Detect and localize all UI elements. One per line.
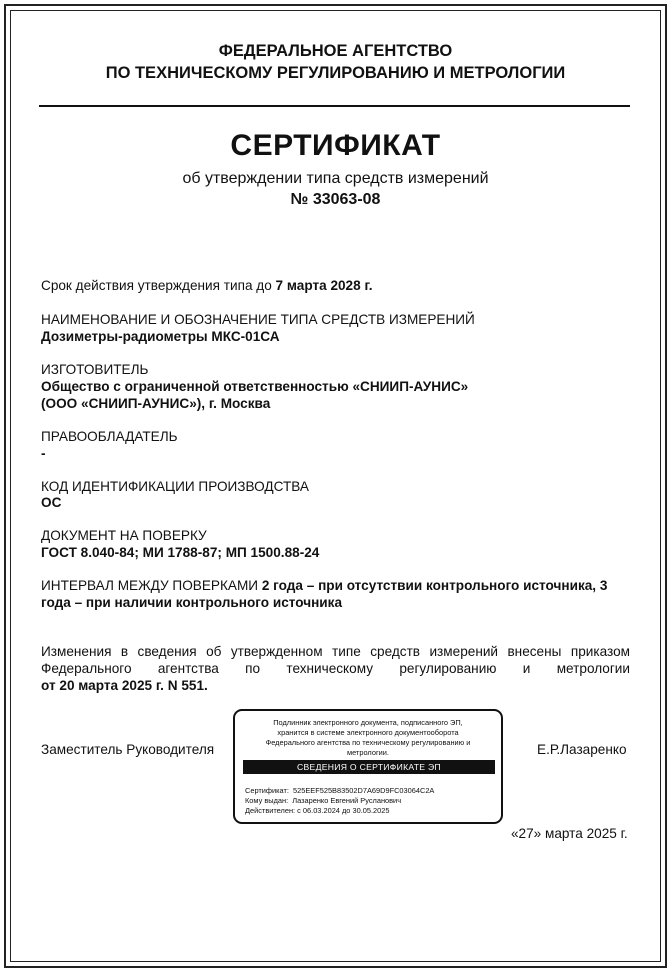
- stamp-header-line3: Федерального агентства по техническому регулированию и: [265, 738, 471, 747]
- validity-label: Срок действия утверждения типа до: [41, 278, 276, 293]
- interval-value-line2: года – при наличии контрольного источника: [41, 595, 343, 610]
- header-divider: [39, 105, 630, 107]
- signer-position: Заместитель Руководителя: [41, 742, 215, 757]
- electronic-signature-stamp: [233, 709, 503, 824]
- stamp-header-line2: хранится в системе электронного документооборота: [277, 728, 459, 737]
- validity-line: [41, 277, 373, 294]
- stamp-issued-value: Лазаренко Евгений Русланович: [292, 796, 402, 805]
- changes-line2: Федерального агентства по техническому регулированию и метрологии: [41, 661, 630, 676]
- production-code-label: КОД ИДЕНТИФИКАЦИИ ПРОИЗВОДСТВА: [41, 479, 309, 494]
- stamp-header: [241, 718, 495, 758]
- holder-value: -: [41, 446, 46, 461]
- verification-doc-label: ДОКУМЕНТ НА ПОВЕРКУ: [41, 528, 207, 543]
- type-name-label: НАИМЕНОВАНИЕ И ОБОЗНАЧЕНИЕ ТИПА СРЕДСТВ ИЗМЕРЕНИЙ: [41, 312, 475, 327]
- stamp-header-line4: метрологии.: [347, 748, 389, 757]
- holder-label: ПРАВООБЛАДАТЕЛЬ: [41, 429, 178, 444]
- manufacturer-line1: Общество с ограниченной ответственностью «СНИИП-АУНИС»: [41, 379, 469, 394]
- stamp-header-line1: Подлинник электронного документа, подписанного ЭП,: [273, 718, 463, 727]
- stamp-issued-label: Кому выдан:: [245, 796, 289, 805]
- agency-name-line2: ПО ТЕХНИЧЕСКОМУ РЕГУЛИРОВАНИЮ И МЕТРОЛОГИИ: [105, 64, 566, 82]
- stamp-valid-from: 06.03.2024: [302, 806, 340, 815]
- interval-value-line1: 2 года – при отсутствии контрольного источника, 3: [261, 578, 608, 593]
- interval-label: ИНТЕРВАЛ МЕЖДУ ПОВЕРКАМИ: [41, 578, 262, 593]
- stamp-certificate-value: 525EEF525B83502D7A69D9FC03064C2A: [293, 786, 435, 795]
- changes-line1: Изменения в сведения об утвержденном типе средств измерений внесены приказом: [41, 644, 630, 659]
- type-name-value: Дозиметры-радиометры МКС-01СА: [41, 329, 280, 344]
- changes-line3: от 20 марта 2025 г. N 551.: [41, 678, 208, 693]
- stamp-valid-to: 30.05.2025: [352, 806, 390, 815]
- signer-name: Е.Р.Лазаренко: [537, 742, 627, 757]
- production-code-value: ОС: [41, 495, 62, 510]
- stamp-title-bar: СВЕДЕНИЯ О СЕРТИФИКАТЕ ЭП: [243, 760, 495, 774]
- stamp-valid-sep: до: [341, 806, 351, 815]
- signature-date: «27» марта 2025 г.: [511, 826, 628, 841]
- validity-date: 7 марта 2028 г.: [275, 278, 373, 293]
- agency-name-line1: ФЕДЕРАЛЬНОЕ АГЕНТСТВО: [218, 42, 453, 60]
- stamp-valid-row: [245, 806, 389, 816]
- document-subtitle: об утверждении типа средств измерений: [182, 170, 489, 187]
- stamp-issued-row: [245, 796, 401, 806]
- stamp-valid-label: Действителен: с: [245, 806, 301, 815]
- stamp-certificate-label: Сертификат:: [245, 786, 289, 795]
- manufacturer-label: ИЗГОТОВИТЕЛЬ: [41, 362, 149, 377]
- document-title: СЕРТИФИКАТ: [230, 129, 441, 162]
- verification-doc-value: ГОСТ 8.040-84; МИ 1788-87; МП 1500.88-24: [41, 545, 320, 560]
- manufacturer-line2: (ООО «СНИИП-АУНИС»), г. Москва: [41, 396, 271, 411]
- certificate-number: № 33063-08: [290, 191, 381, 208]
- interval-line1: [41, 577, 607, 594]
- stamp-certificate-row: [245, 786, 434, 796]
